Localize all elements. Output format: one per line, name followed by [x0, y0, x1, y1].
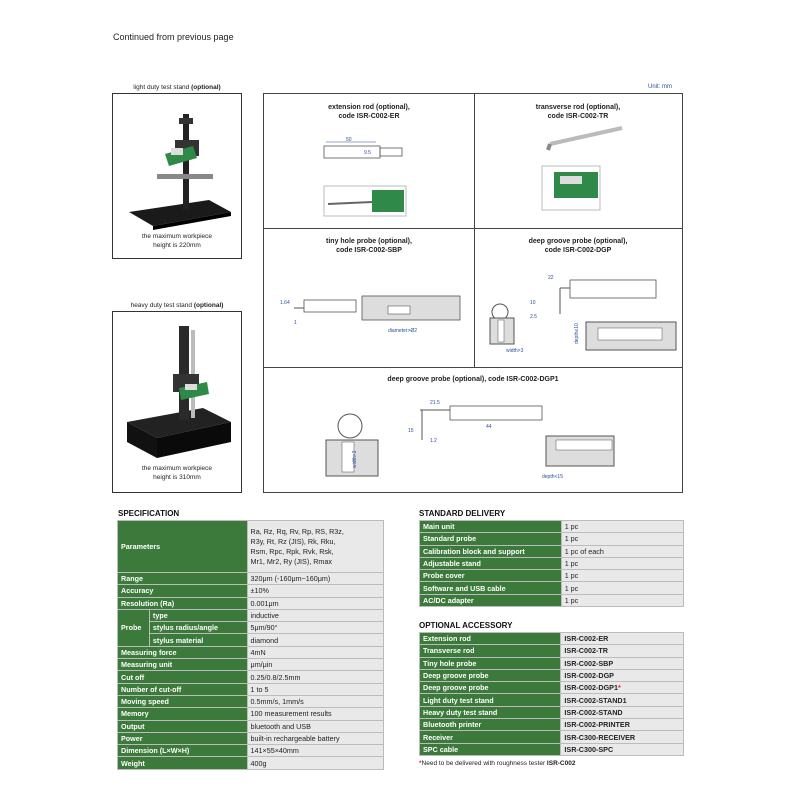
- delivery-row: [420, 521, 684, 533]
- delivery-row: [420, 533, 684, 545]
- dgp-dim-5: depth≤10: [574, 323, 580, 344]
- transverse-rod-title: transverse rod (optional), code ISR-C002-TR: [535, 104, 621, 120]
- light-stand-title: light duty test stand (optional): [133, 84, 221, 91]
- accessory-row: [420, 633, 684, 645]
- delivery-label: Software and USB cable: [420, 582, 562, 594]
- spec-row: [118, 646, 384, 658]
- delivery-label: Main unit: [420, 521, 562, 533]
- accessory-star: *: [617, 683, 621, 693]
- delivery-value: 1 pc: [561, 521, 683, 533]
- delivery-value: 1 pc: [561, 557, 683, 569]
- extension-rod-drawing: [320, 134, 420, 224]
- extension-rod-title: extension rod (optional), code ISR-C002-ER: [328, 104, 410, 120]
- delivery-label: Calibration block and support: [420, 545, 562, 557]
- delivery-value: 1 pc of each: [561, 545, 683, 557]
- accessory-code: ISR-C300-SPC: [561, 743, 684, 755]
- delivery-label: Probe cover: [420, 570, 562, 582]
- spec-row-probe: [118, 634, 384, 646]
- accessory-label: Extension rod: [420, 633, 561, 645]
- accessory-code: ISR-C002-STAND: [561, 706, 684, 718]
- tiny-dim-4: diameter>Ø2: [388, 328, 418, 334]
- spec-label: Moving speed: [118, 695, 248, 707]
- spec-sublabel: stylus radius/angle: [149, 622, 247, 634]
- delivery-value: 1 pc: [561, 582, 683, 594]
- spec-value: 5μm/90°: [247, 622, 383, 634]
- spec-row: [118, 745, 384, 757]
- accessory-code: ISR-C002-ER: [561, 633, 684, 645]
- spec-sublabel: stylus material: [149, 634, 247, 646]
- tiny-hole-drawing: [270, 290, 470, 340]
- dgp1-dim-1: 21.5: [430, 400, 440, 406]
- light-stand-panel: [112, 93, 242, 259]
- spec-row: [118, 597, 384, 609]
- dgp-dim-3: 2.5: [530, 314, 537, 320]
- spec-row: [118, 573, 384, 585]
- spec-value: 4mN: [247, 646, 383, 658]
- delivery-row: [420, 582, 684, 594]
- accessory-label: Light duty test stand: [420, 694, 561, 706]
- spec-row: [118, 683, 384, 695]
- standard-delivery-table: [419, 520, 684, 607]
- heavy-stand-panel: [112, 311, 242, 493]
- spec-row-probe: [118, 622, 384, 634]
- ext-dim-length: 50: [346, 137, 352, 143]
- spec-value: diamond: [247, 634, 383, 646]
- dgp1-dim-2: 44: [486, 424, 492, 430]
- accessory-row: [420, 731, 684, 743]
- spec-value: 0.5mm/s, 1mm/s: [247, 695, 383, 707]
- dgp-dim-4: width>3: [506, 348, 524, 352]
- dgp1-dim-4: 1.2: [430, 438, 437, 444]
- spec-value: 0.25/0.8/2.5mm: [247, 671, 383, 683]
- spec-label: Measuring force: [118, 646, 248, 658]
- accessory-row: [420, 682, 684, 694]
- delivery-label: AC/DC adapter: [420, 594, 562, 606]
- spec-value: 100 measurement results: [247, 708, 383, 720]
- delivery-row: [420, 594, 684, 606]
- deep-groove-title: deep groove probe (optional), code ISR-C002-DGP: [528, 238, 628, 254]
- spec-row: [118, 585, 384, 597]
- specification-table: [117, 520, 384, 770]
- accessory-footnote: *Need to be delivered with roughness tester ISR-C002: [419, 760, 576, 767]
- spec-sublabel: type: [149, 609, 247, 621]
- spec-label: Weight: [118, 757, 248, 769]
- spec-value: bluetooth and USB: [247, 720, 383, 732]
- accessory-label: Deep groove probe: [420, 682, 561, 694]
- accessory-row: [420, 694, 684, 706]
- specification-title: SPECIFICATION: [118, 509, 180, 518]
- deep-groove-drawing: [486, 270, 682, 352]
- deep-groove1-title: deep groove probe (optional), code ISR-C002-DGP1: [387, 376, 559, 383]
- delivery-row: [420, 545, 684, 557]
- spec-row: [118, 659, 384, 671]
- spec-label: Measuring unit: [118, 659, 248, 671]
- accessory-row: [420, 719, 684, 731]
- spec-value-parameters: Ra, Rz, Rq, Rv, Rp, RS, R3z, R3y, Rt, Rz (JIS), Rk, Rku, Rsm, Rpc, Rpk, Rvk, Rsk, Mr1, Mr2, Ry (JIS), Rmax: [247, 521, 383, 573]
- accessory-row: [420, 645, 684, 657]
- spec-label: Output: [118, 720, 248, 732]
- accessory-code: ISR-C300-RECEIVER: [561, 731, 684, 743]
- accessory-code-cell: [561, 682, 684, 694]
- transverse-rod-drawing: [536, 124, 646, 220]
- spec-label: Power: [118, 732, 248, 744]
- standard-delivery-title: STANDARD DELIVERY: [419, 509, 506, 518]
- spec-row: [118, 695, 384, 707]
- delivery-label: Adjustable stand: [420, 557, 562, 569]
- accessory-label: Heavy duty test stand: [420, 706, 561, 718]
- spec-label-probe: Probe: [118, 609, 150, 646]
- spec-label: Cut off: [118, 671, 248, 683]
- spec-label: Memory: [118, 708, 248, 720]
- optional-accessory-title: OPTIONAL ACCESSORY: [419, 621, 513, 630]
- deep-groove1-drawing: [320, 396, 620, 484]
- spec-label: Dimension (L×W×H): [118, 745, 248, 757]
- dgp-dim-1: 22: [548, 275, 554, 281]
- accessory-label: Transverse rod: [420, 645, 561, 657]
- tiny-dim-1: 1.6: [280, 300, 287, 306]
- spec-value: 400g: [247, 757, 383, 769]
- spec-row: [118, 757, 384, 769]
- spec-row-probe: [118, 609, 384, 621]
- spec-row: [118, 708, 384, 720]
- tiny-hole-title: tiny hole probe (optional), code ISR-C002-SBP: [326, 238, 412, 254]
- accessory-code: ISR-C002-STAND1: [561, 694, 684, 706]
- accessory-code: ISR-C002-PRINTER: [561, 719, 684, 731]
- spec-row: [118, 720, 384, 732]
- accessory-code: ISR-C002-DGP1: [564, 683, 618, 693]
- delivery-value: 1 pc: [561, 570, 683, 582]
- spec-label: Parameters: [118, 521, 248, 573]
- dgp1-dim-6: depth<15: [542, 474, 563, 480]
- dgp1-dim-3: 15: [408, 428, 414, 434]
- continued-note: Continued from previous page: [113, 32, 234, 42]
- delivery-value: 1 pc: [561, 594, 683, 606]
- accessory-code: ISR-C002-DGP: [561, 669, 684, 681]
- accessory-code: ISR-C002-SBP: [561, 657, 684, 669]
- accessory-label: Bluetooth printer: [420, 719, 561, 731]
- accessory-label: Tiny hole probe: [420, 657, 561, 669]
- accessory-label: Deep groove probe: [420, 669, 561, 681]
- accessory-row: [420, 743, 684, 755]
- delivery-row: [420, 557, 684, 569]
- spec-label: Accuracy: [118, 585, 248, 597]
- dgp1-dim-5: width>3: [352, 450, 358, 468]
- light-stand-caption: the maximum workpiece height is 220mm: [141, 233, 213, 249]
- dgp-dim-2: 10: [530, 300, 536, 306]
- heavy-stand-title: heavy duty test stand (optional): [130, 302, 224, 309]
- tiny-dim-2: 4: [287, 300, 290, 306]
- spec-label: Number of cut-off: [118, 683, 248, 695]
- spec-value: 0.001μm: [247, 597, 383, 609]
- spec-value: μm/μin: [247, 659, 383, 671]
- optional-accessory-table: [419, 632, 684, 756]
- accessory-row: [420, 706, 684, 718]
- spec-value: 141×55×40mm: [247, 745, 383, 757]
- spec-value: inductive: [247, 609, 383, 621]
- heavy-stand-caption: the maximum workpiece height is 310mm: [141, 465, 213, 481]
- accessory-drawings: [263, 93, 683, 493]
- spec-value: 320μm (-160μm~160μm): [247, 573, 383, 585]
- spec-label: Resolution (Ra): [118, 597, 248, 609]
- accessory-row: [420, 669, 684, 681]
- delivery-label: Standard probe: [420, 533, 562, 545]
- spec-label: Range: [118, 573, 248, 585]
- accessory-row: [420, 657, 684, 669]
- accessory-code: ISR-C002-TR: [561, 645, 684, 657]
- delivery-row: [420, 570, 684, 582]
- spec-row-parameters: [118, 521, 384, 573]
- unit-label: Unit: mm: [648, 84, 672, 90]
- spec-row: [118, 671, 384, 683]
- accessory-label: SPC cable: [420, 743, 561, 755]
- accessory-label: Receiver: [420, 731, 561, 743]
- tiny-dim-3: 1: [294, 320, 297, 326]
- ext-dim-dia: 9.5: [364, 150, 371, 156]
- spec-row: [118, 732, 384, 744]
- spec-value: ±10%: [247, 585, 383, 597]
- spec-value: built-in rechargeable battery: [247, 732, 383, 744]
- delivery-value: 1 pc: [561, 533, 683, 545]
- spec-value: 1 to 5: [247, 683, 383, 695]
